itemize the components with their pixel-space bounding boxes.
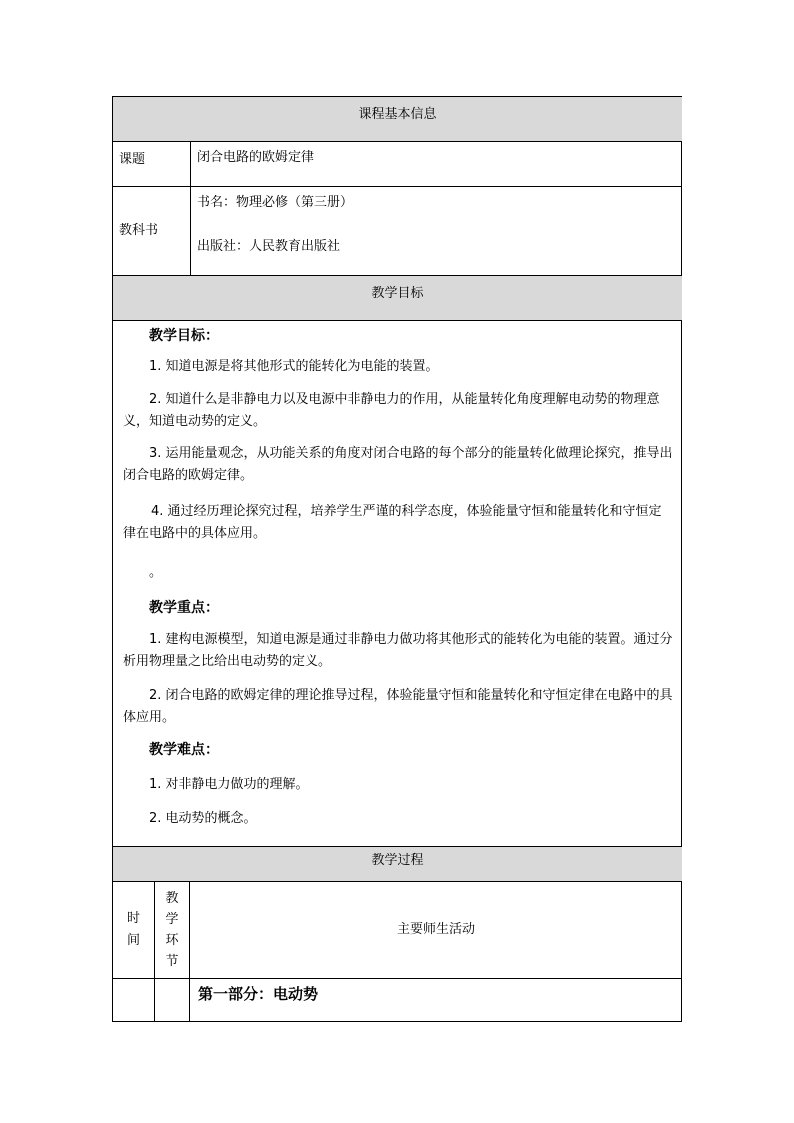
stray-mark: 。: [149, 565, 163, 580]
activity-column-label: 主要师生活动: [396, 921, 475, 937]
activity-column-header: [190, 882, 682, 979]
objective-item: 3. 运用能量观念，从功能关系的角度对闭合电路的每个部分的能量转化做理论探究，推导出闭合电路的欧姆定律。: [123, 446, 673, 483]
time-column-header: [113, 882, 155, 979]
textbook-label: 教科书: [119, 222, 159, 238]
process-row-activity-cell: [190, 979, 682, 1022]
goals-header-text: 教学目标: [371, 286, 424, 301]
textbook-label-cell: [113, 187, 191, 276]
process-header: [113, 847, 682, 882]
course-info-header-text: 课程基本信息: [358, 107, 437, 122]
difficulty-item: 1. 对非静电力做功的理解。: [149, 777, 309, 792]
textbook-value-cell: [191, 187, 682, 276]
book-name: 书名：物理必修（第三册）: [197, 195, 354, 210]
topic-label-cell: [113, 142, 191, 187]
difficulty-item: 2. 电动势的概念。: [149, 811, 257, 826]
objective-item: 1. 知道电源是将其他形式的能转化为电能的装置。: [149, 359, 439, 374]
key-point-item: 2. 闭合电路的欧姆定律的理论推导过程，体验能量守恒和能量转化和守恒定律在电路中的具体应用。: [123, 688, 673, 725]
lesson-plan-table: [112, 96, 682, 1022]
first-part-title: 第一部分：电动势: [198, 985, 319, 1003]
objective-item: 4. 通过经历理论探究过程，培养学生严谨的科学态度，体验能量守恒和能量转化和守恒定律在电路中的具体应用。: [123, 504, 662, 541]
process-row-time-cell: [113, 979, 155, 1022]
difficulties-title: 教学难点：: [149, 742, 219, 758]
objectives-title: 教学目标：: [149, 328, 219, 344]
process-header-text: 教学过程: [371, 853, 424, 868]
stage-column-label: 教学环节: [165, 891, 179, 969]
key-points-title: 教学重点：: [149, 600, 219, 616]
key-point-item: 1. 建构电源模型，知道电源是通过非静电力做功将其他形式的能转化为电能的装置。通过分析用物理量之比给出电动势的定义。: [123, 632, 673, 669]
goals-header: [113, 276, 682, 321]
topic-value-cell: [191, 142, 682, 187]
goals-content: [113, 321, 682, 847]
publisher: 出版社：人民教育出版社: [197, 239, 341, 254]
process-row-stage-cell: [155, 979, 190, 1022]
topic-value: 闭合电路的欧姆定律: [197, 150, 315, 165]
objective-item: 2. 知道什么是非静电力以及电源中非静电力的作用，从能量转化角度理解电动势的物理意义，知道电动势的定义。: [123, 392, 660, 429]
time-column-label: 时间: [126, 911, 140, 948]
stage-column-header: [155, 882, 190, 979]
course-info-header: [113, 97, 682, 142]
topic-label: 课题: [119, 152, 146, 167]
